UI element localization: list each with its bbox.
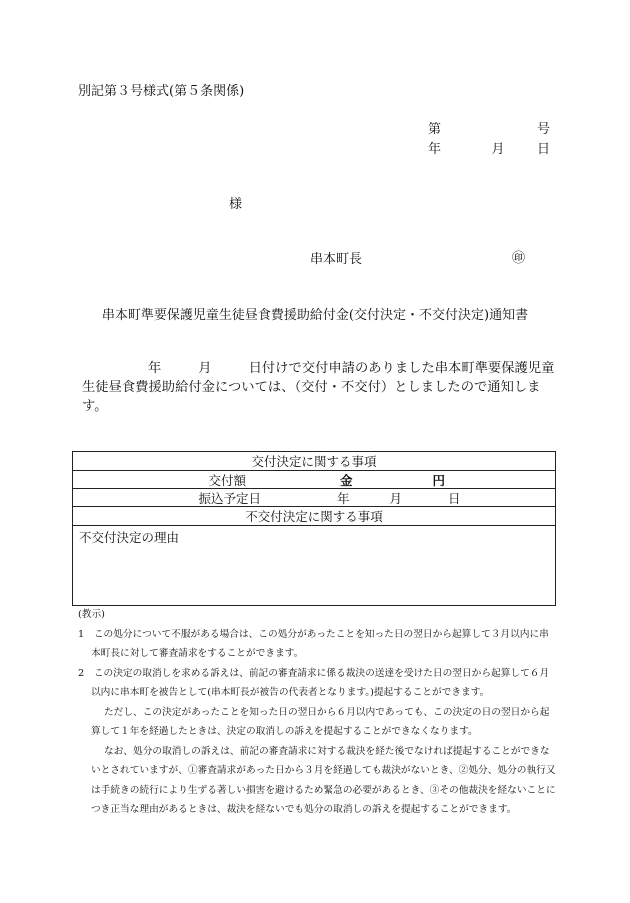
doc-number-suffix: 号 bbox=[536, 122, 550, 137]
amount-prefix: 金 bbox=[340, 472, 353, 488]
document-date bbox=[428, 138, 550, 157]
body-line1-rest: 日付けで交付申請のありました串本町準要保護児童 bbox=[248, 361, 555, 376]
amount-label: 交付額 bbox=[208, 472, 246, 488]
nongrant-header: 不交付決定に関する事項 bbox=[73, 507, 556, 526]
transfer-year: 年 bbox=[337, 490, 350, 506]
transfer-day: 日 bbox=[448, 490, 461, 506]
decision-table bbox=[72, 451, 556, 606]
form-id: 別記第３号様式(第５条関係) bbox=[78, 84, 245, 99]
body-year: 年 bbox=[148, 361, 162, 376]
grant-header: 交付決定に関する事項 bbox=[73, 452, 556, 471]
reason-label: 不交付決定の理由 bbox=[79, 530, 180, 545]
transfer-row bbox=[73, 489, 556, 507]
document-number bbox=[428, 118, 550, 138]
doc-date-year: 年 bbox=[428, 142, 442, 157]
notes-item-1: 1 この処分について不服がある場合は、この処分があったことを知った日の翌日から起算して３月以内に串本町長に対して審査請求をすることができます。 bbox=[78, 628, 549, 659]
body-month: 月 bbox=[198, 361, 212, 376]
amount-row bbox=[73, 471, 556, 489]
notes-heading: (教示) bbox=[78, 609, 105, 620]
reason-cell bbox=[73, 526, 556, 606]
doc-number-prefix: 第 bbox=[428, 122, 442, 137]
transfer-month: 月 bbox=[389, 490, 403, 506]
document-title: 串本町準要保護児童生徒昼食費援助給付金(交付決定・不交付決定)通知書 bbox=[101, 308, 529, 323]
seal-mark: ㊞ bbox=[512, 251, 526, 266]
doc-date-day: 日 bbox=[536, 142, 550, 157]
doc-date-month: 月 bbox=[491, 142, 505, 157]
sender-name: 串本町長 bbox=[310, 252, 363, 267]
appeal-notes bbox=[78, 605, 558, 820]
notes-item-2: 2 この決定の取消しを求める訴えは、前記の審査請求に係る裁決の送達を受けた日の翌日から起算して６月以内に串本町を被告として(串本町長が被告の代表者となります。)提起することができます。 bbox=[78, 667, 550, 698]
amount-unit: 円 bbox=[432, 472, 446, 488]
body-line-2: 生徒昼食費援助給付金については、（交付・不交付）としましたので通知しま bbox=[82, 380, 541, 395]
notes-para-4: なお、処分の取消しの訴えは、前記の審査請求に対する裁決を経た後でなければ提起することができないとされていますが、①審査請求があった日から３月を経過しても裁決がないとき、②処分、処分の執行又は手続きの続行により生ずる著しい損害を避けるため緊急の必要があるとき、③その他裁決を経ないことにつき正当な理由があるときは、裁決を経ないでも処分の取消しの訴えを提起することができます。 bbox=[91, 745, 556, 815]
body-text bbox=[82, 359, 562, 416]
addressee: 様 bbox=[229, 197, 243, 212]
notes-para-3: ただし、この決定があったことを知った日の翌日から６月以内であっても、この決定の日の翌日から起算して１年を経過したときは、決定の取消しの訴えを提起することができなくなります。 bbox=[91, 706, 550, 737]
transfer-label: 振込予定日 bbox=[198, 490, 261, 506]
body-line-1 bbox=[82, 359, 562, 378]
body-line-3: す。 bbox=[82, 399, 108, 414]
